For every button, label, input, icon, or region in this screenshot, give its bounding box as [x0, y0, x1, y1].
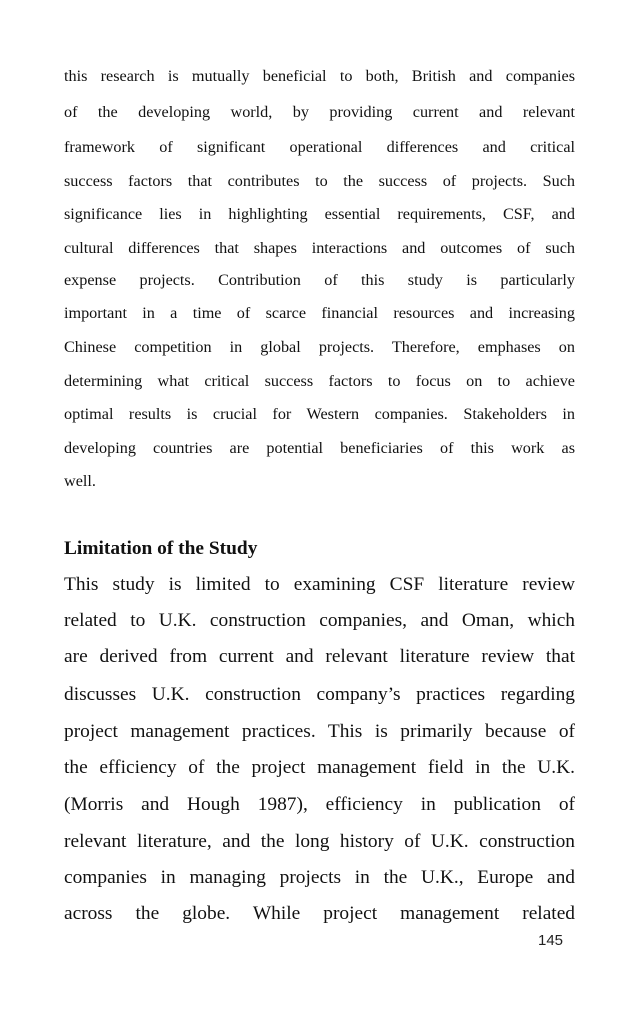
paragraph-line: this research is mutually beneficial to both, British and companies	[64, 67, 575, 85]
paragraph-line: well.	[64, 472, 96, 490]
paragraph-line: success factors that contributes to the success of projects. Such	[64, 172, 575, 190]
paragraph-line: developing countries are potential beneficiaries of this work as	[64, 439, 575, 457]
paragraph-line: are derived from current and relevant literature review that	[64, 646, 575, 667]
paragraph-line: of the developing world, by providing current and relevant	[64, 103, 575, 121]
paragraph-line: optimal results is crucial for Western companies. Stakeholders in	[64, 405, 575, 423]
paragraph-line: discusses U.K. construction company’s practices regarding	[64, 684, 575, 705]
paragraph-line: related to U.K. construction companies, and Oman, which	[64, 610, 575, 631]
paragraph-line: (Morris and Hough 1987), efficiency in publication of	[64, 794, 575, 815]
paragraph-line: determining what critical success factors to focus on to achieve	[64, 372, 575, 390]
paragraph-line: cultural differences that shapes interactions and outcomes of such	[64, 239, 575, 257]
paragraph-line: Chinese competition in global projects. Therefore, emphases on	[64, 338, 575, 356]
paragraph-line: across the globe. While project management related	[64, 903, 575, 924]
page-number: 145	[538, 932, 564, 949]
paragraph-line: relevant literature, and the long history of U.K. construction	[64, 831, 575, 852]
paragraph-line: significance lies in highlighting essential requirements, CSF, and	[64, 205, 575, 223]
paragraph-line: framework of significant operational differences and critical	[64, 138, 575, 156]
section-heading: Limitation of the Study	[64, 538, 258, 559]
paragraph-line: important in a time of scarce financial resources and increasing	[64, 304, 575, 322]
paragraph-line: companies in managing projects in the U.K., Europe and	[64, 867, 575, 888]
paragraph-line: the efficiency of the project management field in the U.K.	[64, 757, 575, 778]
paragraph-line: This study is limited to examining CSF literature review	[64, 574, 575, 595]
paragraph-line: project management practices. This is primarily because of	[64, 721, 575, 742]
paragraph-line: expense projects. Contribution of this study is particularly	[64, 271, 575, 289]
